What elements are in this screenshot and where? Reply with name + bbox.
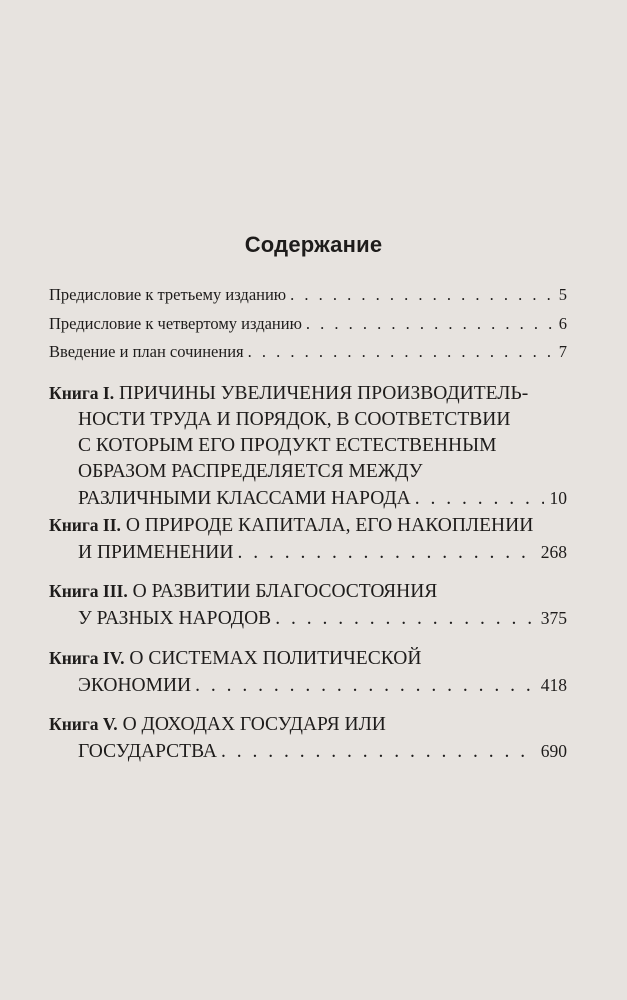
toc-page-number: 268 — [540, 542, 567, 562]
dot-leader — [290, 285, 553, 305]
book-label: Книга V. — [49, 714, 118, 734]
dot-leader — [195, 673, 535, 699]
toc-entry-preface-4 — [49, 314, 567, 334]
toc-entry-book-4 — [49, 645, 567, 699]
dot-leader — [306, 314, 553, 334]
book-label: Книга IV. — [49, 648, 125, 668]
toc-entry-introduction — [49, 342, 567, 362]
book-title-line: О РАЗВИТИИ БЛАГОСОСТОЯНИЯ — [132, 581, 438, 602]
dot-leader — [248, 342, 553, 362]
toc-entry-title: Предисловие к четвертому изданию — [49, 314, 302, 333]
dot-leader — [221, 739, 535, 765]
toc-entry-title: Предисловие к третьему изданию — [49, 285, 287, 304]
book-title-line: О ДОХОДАХ ГОСУДАРЯ ИЛИ — [122, 714, 386, 735]
toc-page-number: 418 — [540, 675, 567, 695]
toc-entry-book-5 — [49, 711, 567, 765]
book-title-line: С КОТОРЫМ ЕГО ПРОДУКТ ЕСТЕСТВЕННЫМ — [78, 435, 497, 456]
dot-leader — [237, 540, 534, 566]
toc-entry-preface-3 — [49, 285, 567, 305]
toc-page-number: 7 — [558, 342, 567, 361]
toc-entry-title: Введение и план сочинения — [49, 342, 244, 361]
book-title-line: И ПРИМЕНЕНИИ — [78, 542, 234, 563]
book-title-line: РАЗЛИЧНЫМИ КЛАССАМИ НАРОДА — [78, 488, 411, 509]
book-title-line: ОБРАЗОМ РАСПРЕДЕЛЯЕТСЯ МЕЖДУ — [78, 461, 423, 482]
toc-page-number: 6 — [558, 314, 567, 333]
toc-entry-book-1 — [49, 380, 567, 512]
book-label: Книга I. — [49, 383, 115, 403]
book-title-line: У РАЗНЫХ НАРОДОВ — [78, 608, 272, 629]
toc-page-number: 5 — [558, 285, 567, 304]
toc-page-number: 10 — [549, 488, 567, 508]
book-label: Книга III. — [49, 581, 128, 601]
book-title-line: О СИСТЕМАХ ПОЛИТИЧЕСКОЙ — [129, 648, 422, 669]
dot-leader — [275, 606, 535, 632]
toc-entry-book-2 — [49, 512, 567, 566]
toc-entry-book-3 — [49, 578, 567, 632]
book-label: Книга II. — [49, 515, 121, 535]
book-title-line: О ПРИРОДЕ КАПИТАЛА, ЕГО НАКОПЛЕНИИ — [125, 515, 534, 536]
page-title: Содержание — [244, 232, 383, 257]
toc-page-number: 375 — [540, 608, 567, 628]
book-title-line: ЭКОНОМИИ — [78, 675, 192, 696]
book-title-line: НОСТИ ТРУДА И ПОРЯДОК, В СООТВЕТСТВИИ — [78, 409, 511, 430]
toc-page-number: 690 — [540, 741, 567, 761]
book-title-line: ГОСУДАРСТВА — [78, 741, 217, 762]
book-title-line: ПРИЧИНЫ УВЕЛИЧЕНИЯ ПРОИЗВОДИТЕЛЬ- — [119, 383, 529, 404]
dot-leader — [415, 486, 544, 512]
